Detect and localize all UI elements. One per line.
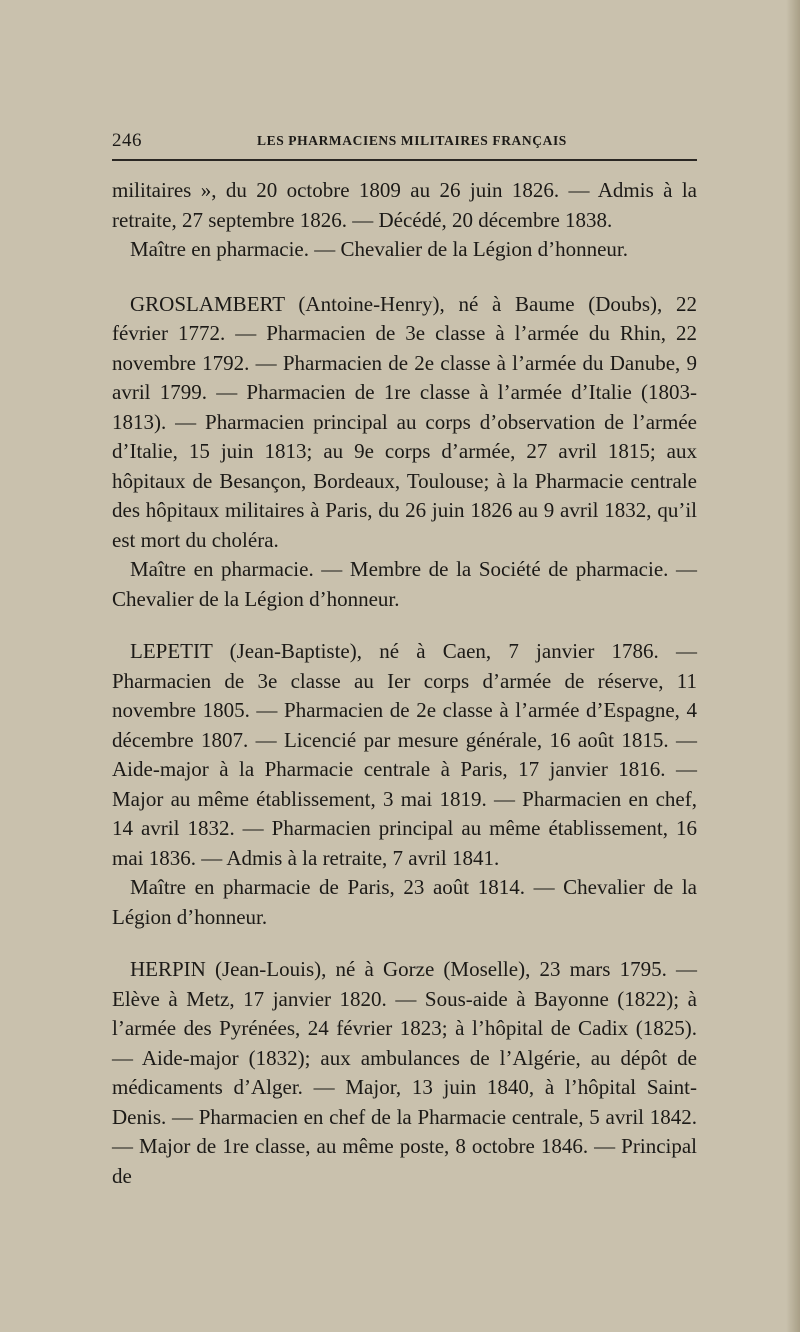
running-title: LES PHARMACIENS MILITAIRES FRANÇAIS (257, 133, 567, 148)
text-body (112, 176, 697, 1214)
entry-continuation (112, 176, 697, 265)
entry-paragraph: Maître en pharmacie. — Membre de la Société de pharmacie. — Chevalier de la Légion d’honneur. (112, 557, 697, 611)
entry-paragraph: LEPETIT (Jean-Baptiste), né à Caen, 7 janvier 1786. — Pharmacien de 3e classe au Ier corps d’armée de réserve, 11 novembre 1805. — Pharmacien de 2e classe à l’armée d’Espagne, 4 décembre 1807. — Licencié par mesure générale, 16 août 1815. — Aide-major à la Pharmacie centrale à Paris, 17 janvier 1816. — Major au même établissement, 3 mai 1819. — Pharmacien en chef, 14 avril 1832. — Pharmacien principal au même établissement, 16 mai 1836. — Admis à la retraite, 7 avril 1841. (112, 639, 697, 870)
entry-paragraph: Maître en pharmacie. — Chevalier de la Légion d’honneur. (130, 237, 628, 261)
header-rule (112, 159, 697, 161)
page-header (112, 130, 697, 156)
page-edge-shadow (786, 0, 800, 1332)
entry-paragraph: Maître en pharmacie de Paris, 23 août 1814. — Chevalier de la Légion d’honneur. (112, 875, 697, 929)
entry-paragraph: HERPIN (Jean-Louis), né à Gorze (Moselle), 23 mars 1795. — Elève à Metz, 17 janvier 1820. — Sous-aide à Bayonne (1822); à l’armée des Pyrénées, 24 février 1823; à l’hôpital de Cadix (1825). — Aide-major (1832); aux ambulances de l’Algérie, au dépôt de médicaments d’Alger. — Major, 13 juin 1840, à l’hôpital Saint-Denis. — Pharmacien en chef de la Pharmacie centrale, 5 avril 1842. — Major de 1re classe, au même poste, 8 octobre 1846. — Principal de (112, 957, 697, 1188)
entry-herpin (112, 955, 697, 1191)
entry-groslambert (112, 290, 697, 615)
page-number: 246 (112, 130, 142, 151)
entry-paragraph: GROSLAMBERT (Antoine-Henry), né à Baume (Doubs), 22 février 1772. — Pharmacien de 3e classe à l’armée du Rhin, 22 novembre 1792. — Pharmacien de 2e classe à l’armée du Danube, 9 avril 1799. — Pharmacien de 1re classe à l’armée d’Italie (1803-1813). — Pharmacien principal au corps d’observation de l’armée d’Italie, 15 juin 1813; au 9e corps d’armée, 27 avril 1815; aux hôpitaux de Besançon, Bordeaux, Toulouse; à la Pharmacie centrale des hôpitaux militaires à Paris, du 26 juin 1826 au 9 avril 1832, qu’il est mort du choléra. (112, 291, 697, 552)
entry-paragraph: militaires », du 20 octobre 1809 au 26 juin 1826. — Admis à la retraite, 27 septembre 1826. — Décédé, 20 décembre 1838. (112, 178, 697, 232)
entry-lepetit (112, 637, 697, 932)
